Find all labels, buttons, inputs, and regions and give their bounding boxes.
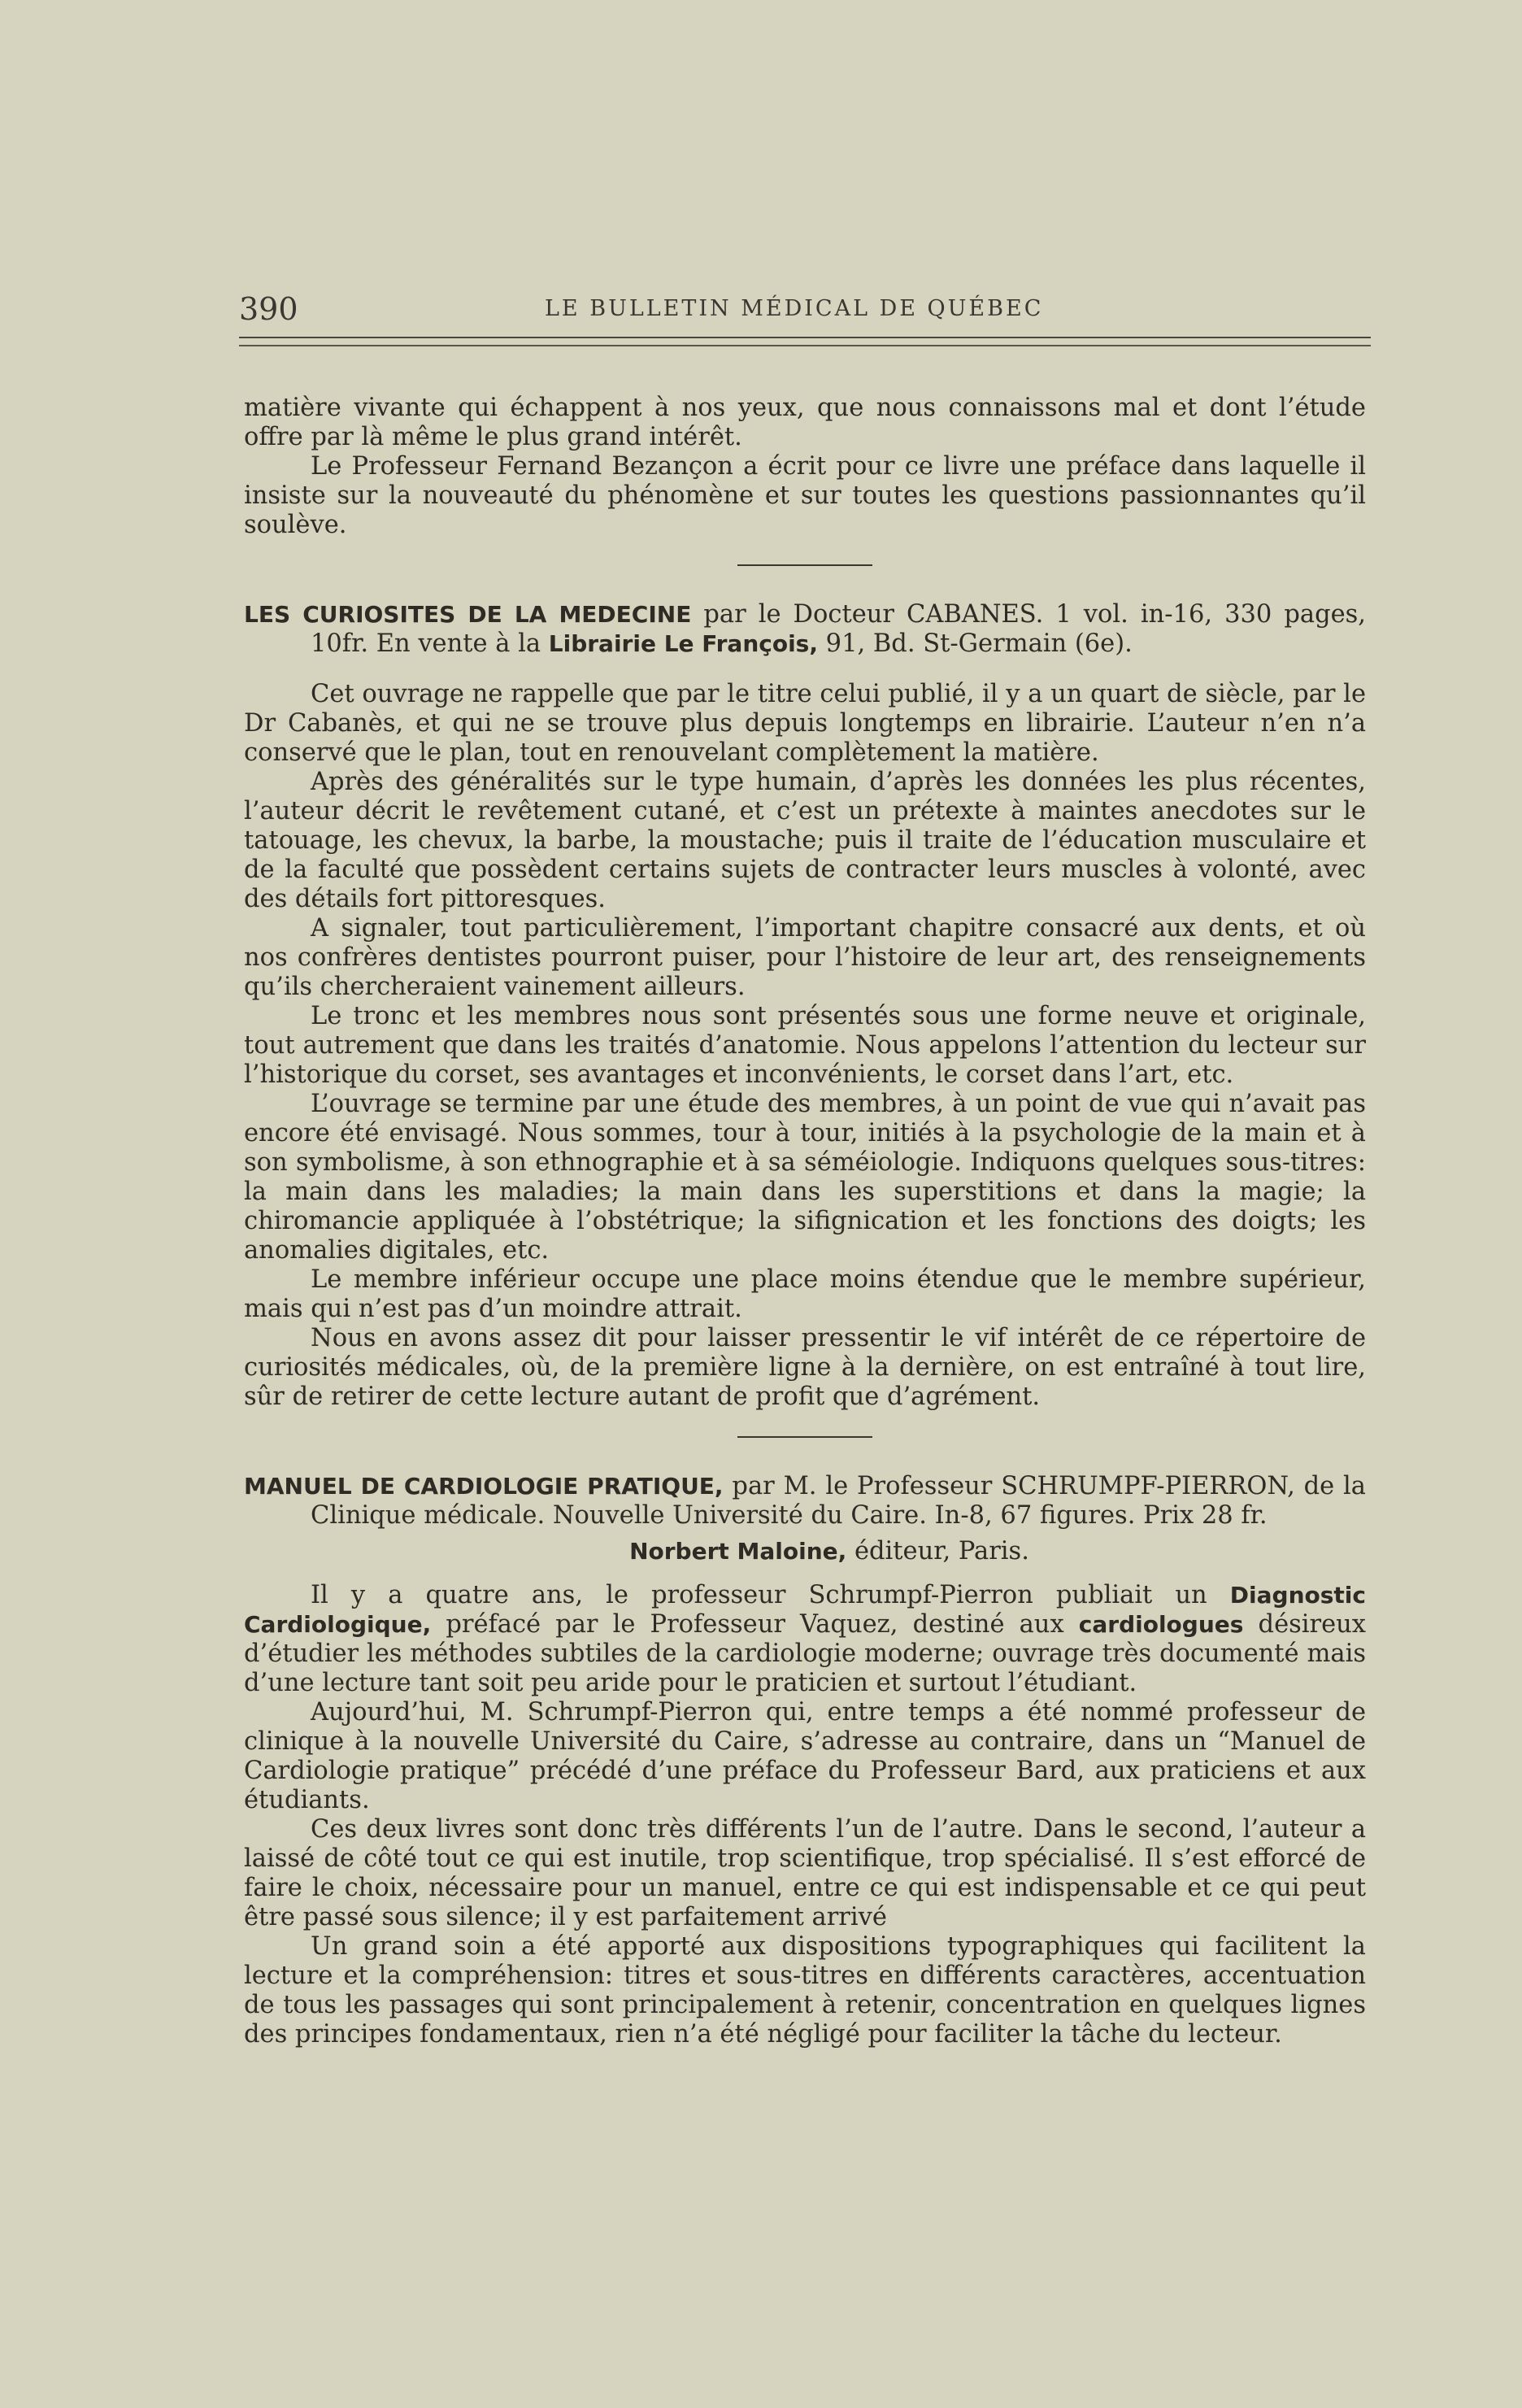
review-paragraph: Nous en avons assez dit pour laisser pressentir le vif intérêt de ce répertoire de curiosités médicales, où, de la première ligne à la dernière, on est entraîné à tout lire, sûr de retirer de cette lecture autant de profit que d’agrément. <box>244 1324 1366 1411</box>
review-title: LES CURIOSITES DE LA MEDECINE <box>244 601 692 628</box>
page-header <box>239 291 1371 327</box>
text-run: Il y a quatre ans, le professeur Schrumpf-Pierron publiait un <box>311 1581 1230 1609</box>
emphasis: cardiologues <box>1078 1611 1244 1638</box>
review-details: par M. le Professeur SCHRUMPF-PIERRON, de la Clinique médicale. Nouvelle Université du Caire. In-8, 67 figures. Prix 28 fr. <box>311 1472 1366 1530</box>
header-rule <box>239 337 1371 338</box>
section-separator <box>737 1436 872 1438</box>
text-run: préfacé par le Professeur Vaquez, destiné aux <box>431 1610 1079 1639</box>
header-rule-double <box>239 345 1371 346</box>
review-paragraph: A signaler, tout particulièrement, l’important chapitre consacré aux dents, et où nos confrères dentistes pourront puiser, pour l’histoire de leur art, des renseignements qu’ils chercheraient vainement ailleurs. <box>244 914 1366 1001</box>
review-paragraph: Après des généralités sur le type humain, d’après les données les plus récentes, l’auteur décrit le revêtement cutané, et c’est un prétexte à maintes anecdotes sur le tatouage, les chevux, la barbe, la moustache; puis il traite de l’éducation musculaire et de la faculté que possèdent certains sujets de contracter leurs muscles à volonté, avec des détails fort pittoresques. <box>244 768 1366 913</box>
running-head: LE BULLETIN MÉDICAL DE QUÉBEC <box>545 296 1044 321</box>
review-paragraph: Un grand soin a été apporté aux dispositions typographiques qui facilitent la lecture et la compréhension: titres et sous-titres en différents caractères, accentuation de tous les passages qui sont principalement à retenir, concentration en quelques lignes des principes fondamentaux, rien n’a été négligé pour faciliter la tâche du lecteur. <box>244 1932 1366 2049</box>
publisher-name: Librairie Le François, <box>548 630 818 657</box>
review-title: MANUEL DE CARDIOLOGIE PRATIQUE, <box>244 1473 724 1500</box>
review-paragraph: Le membre inférieur occupe une place moins étendue que le membre supérieur, mais qui n’est pas d’un moindre attrait. <box>244 1265 1366 1323</box>
review-heading <box>244 600 1366 659</box>
text-run: désireux d’étudier les méthodes subtiles de la cardiologie moderne; ouvrage très documenté mais d’une lecture tant soit peu aride pour le praticien et surtout l’étudiant. <box>244 1610 1366 1697</box>
review-paragraph <box>244 1581 1366 1698</box>
intro-paragraph: Le Professeur Fernand Bezançon a écrit pour ce livre une préface dans laquelle il insiste sur la nouveauté du phénomène et sur toutes les questions passionnantes qu’il soulève. <box>244 452 1366 539</box>
review-paragraph: L’ouvrage se termine par une étude des membres, à un point de vue qui n’avait pas encore été envisagé. Nous sommes, tour à tour, initiés à la psychologie de la main et à son symbolisme, à son ethnographie et à sa séméiologie. Indiquons quelques sous-titres: la main dans les maladies; la main dans les superstitions et dans la magie; la chiromancie appliquée à l’obstétrique; la sifignication et les fonctions des doigts; les anomalies digitales, etc. <box>244 1090 1366 1265</box>
publisher-name: Norbert Maloine, <box>629 1538 847 1565</box>
page-number: 390 <box>239 291 298 327</box>
section-separator <box>737 564 872 566</box>
review-paragraph: Ces deux livres sont donc très différents l’un de l’autre. Dans le second, l’auteur a laissé de côté tout ce qui est inutile, trop scientifique, trop spécialisé. Il s’est efforcé de faire le choix, nécessaire pour un manuel, entre ce qui est indispensable et ce qui peut être passé sous silence; il y est parfaitement arrivé <box>244 1815 1366 1931</box>
intro-paragraph: matière vivante qui échappent à nos yeux, que nous connaissons mal et dont l’étude offre par là même le plus grand intérêt. <box>244 394 1366 451</box>
publisher-line <box>244 1537 1366 1566</box>
review-heading <box>244 1472 1366 1531</box>
book-title: Diagnostic Cardiologique, <box>244 1582 1366 1638</box>
review-paragraph: Le tronc et les membres nous sont présentés sous une forme neuve et originale, tout autrement que dans les traités d’anatomie. Nous appelons l’attention du lecteur sur l’historique du corset, ses avantages et inconvénients, le corset dans l’art, etc. <box>244 1002 1366 1089</box>
publisher-address: 91, Bd. St-Germain (6e). <box>817 629 1133 658</box>
review-details: par le Docteur CABANES. 1 vol. in-16, 330 pages, 10fr. En vente à la <box>311 600 1366 658</box>
publisher-role: éditeur, Paris. <box>846 1537 1029 1565</box>
review-paragraph: Cet ouvrage ne rappelle que par le titre celui publié, il y a un quart de siècle, par le Dr Cabanès, et qui ne se trouve plus depuis longtemps en librairie. L’auteur n’en n’a conservé que le plan, tout en renouvelant complètement la matière. <box>244 680 1366 767</box>
review-paragraph: Aujourd’hui, M. Schrumpf-Pierron qui, entre temps a été nommé professeur de clinique à la nouvelle Université du Caire, s’adresse au contraire, dans un “Manuel de Cardiologie pratique” précédé d’une préface du Professeur Bard, aux praticiens et aux étudiants. <box>244 1698 1366 1814</box>
article-body <box>244 394 1366 2049</box>
